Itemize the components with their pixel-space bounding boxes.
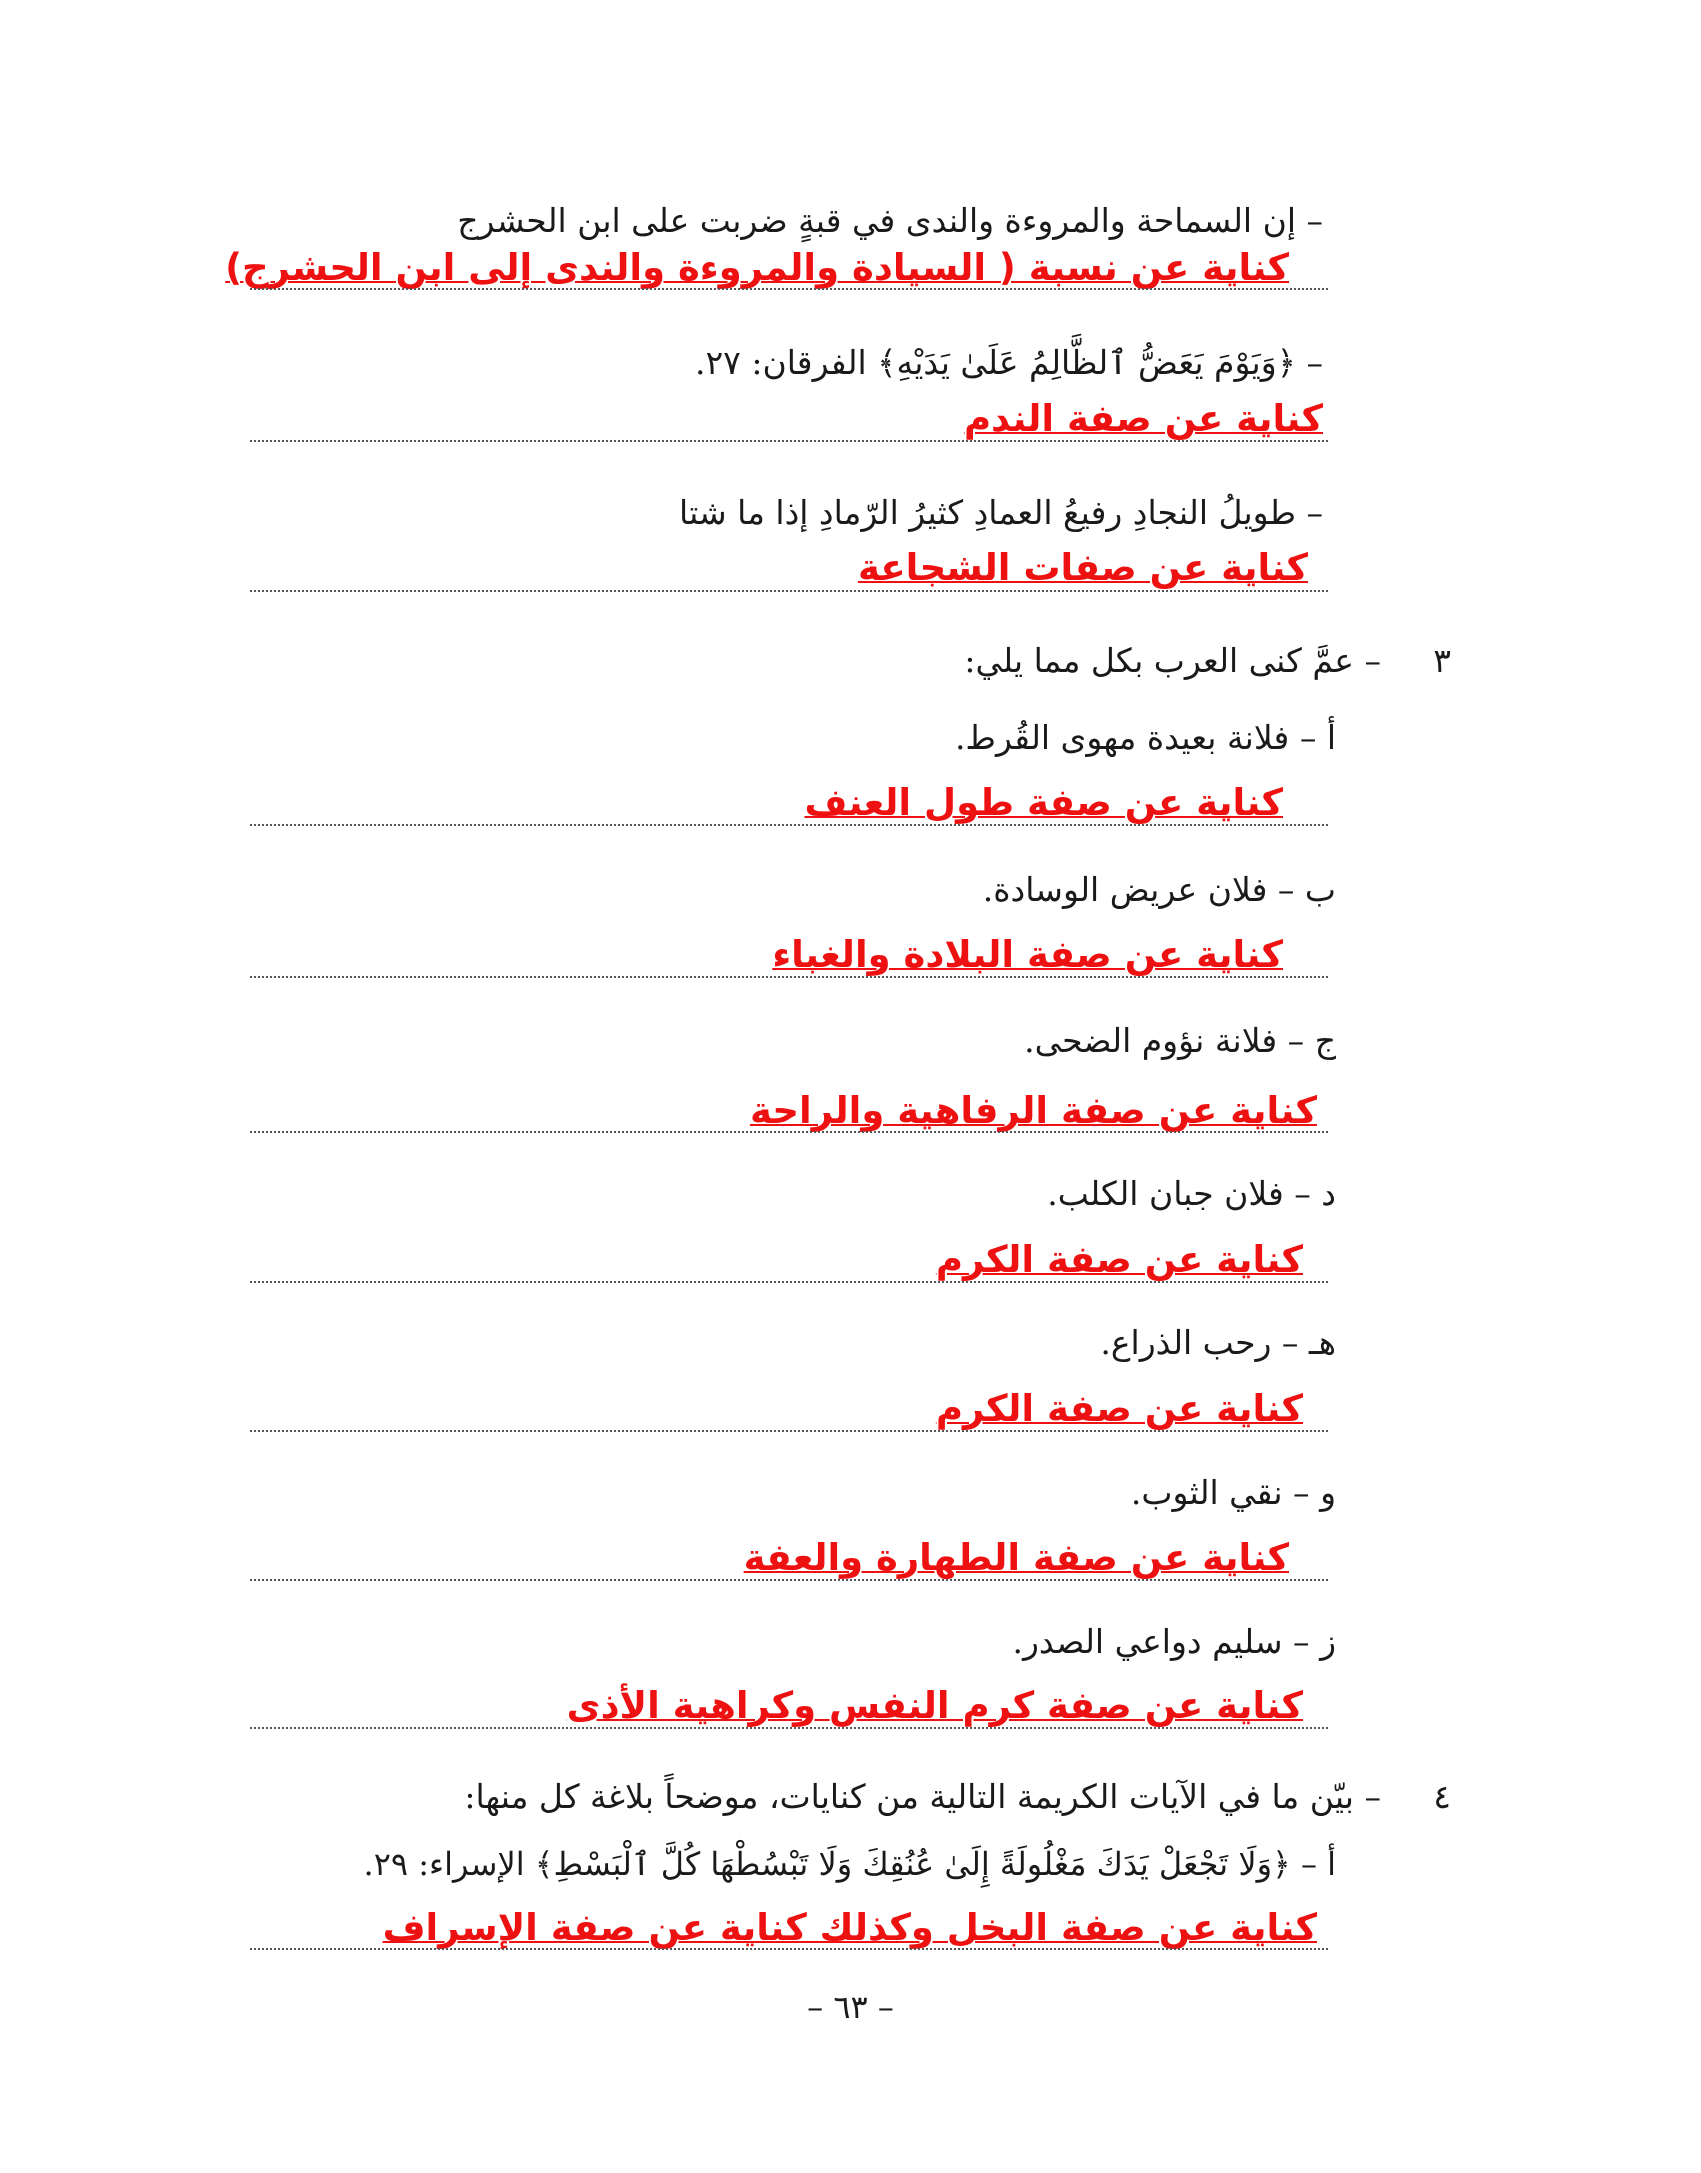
item-letter: هـ xyxy=(1308,1323,1336,1362)
answer-dotted-line xyxy=(250,1281,1328,1283)
question-dash: – xyxy=(1364,1777,1381,1816)
answer-dotted-line xyxy=(250,976,1328,978)
answer-item-a: كناية عن صفة طول العنف xyxy=(804,781,1283,824)
question-dash: – xyxy=(1364,641,1381,680)
line-text: ﴿وَيَوْمَ يَعَضُّ ٱلظَّالِمُ عَلَىٰ يَدَيْهِ﴾ الفرقان: ٢٧. xyxy=(694,343,1296,382)
answer-item-d: كناية عن صفة الكرم xyxy=(935,1238,1303,1281)
answer-item-g: كناية عن صفة كرم النفس وكراهية الأذى xyxy=(566,1684,1303,1727)
item-letter: ب xyxy=(1304,870,1336,909)
answer-dotted-line xyxy=(250,288,1328,290)
answer-3: كناية عن صفات الشجاعة xyxy=(857,546,1308,589)
answer-dotted-line xyxy=(250,440,1328,442)
answer-dotted-line xyxy=(250,1430,1328,1432)
item-e: هـ – رحب الذراع. xyxy=(1100,1323,1336,1362)
item-f: و – نقي الثوب. xyxy=(1130,1473,1336,1512)
item-text: سليم دواعي الصدر. xyxy=(1012,1622,1283,1661)
item-letter: و xyxy=(1320,1473,1336,1512)
question-4-title xyxy=(464,1774,1381,1820)
item-b: ب – فلان عريض الوسادة. xyxy=(982,870,1336,909)
question-3-title xyxy=(964,638,1381,684)
item-text: فلانة نؤوم الضحى. xyxy=(1024,1021,1278,1060)
item-letter: أ xyxy=(1327,1845,1336,1883)
line-text: طويلُ النجادِ رفيعُ العمادِ كثيرُ الرّمادِ إذا ما شتا xyxy=(679,493,1296,532)
question-title: عمَّ كنى العرب بكل مما يلي: xyxy=(964,641,1354,680)
item-letter: ز xyxy=(1320,1622,1336,1661)
line-dash: – xyxy=(1306,343,1323,382)
answer-2: كناية عن صفة الندم xyxy=(963,397,1323,440)
item-text: نقي الثوب. xyxy=(1130,1473,1283,1512)
item-text: فلانة بعيدة مهوى القُرط. xyxy=(954,718,1290,757)
line-text: إن السماحة والمروءة والندى في قبةٍ ضربت على ابن الحشرج xyxy=(457,201,1296,240)
item-c: ج – فلانة نؤوم الضحى. xyxy=(1024,1021,1336,1060)
question-number: ٤ xyxy=(1433,1777,1451,1816)
line-2 xyxy=(695,340,1323,386)
answer-item-f: كناية عن صفة الطهارة والعفة xyxy=(743,1536,1289,1579)
item-letter: د xyxy=(1321,1174,1336,1213)
item-letter: ج xyxy=(1314,1021,1336,1060)
answer-q4-item-a: كناية عن صفة البخل وكذلك كناية عن صفة الإسراف xyxy=(382,1906,1317,1949)
item-a: أ – فلانة بعيدة مهوى القُرط. xyxy=(954,718,1336,757)
line-dash: – xyxy=(1306,201,1323,240)
item-d: د – فلان جبان الكلب. xyxy=(1047,1174,1336,1213)
answer-item-b: كناية عن صفة البلادة والغباء xyxy=(772,933,1283,976)
answer-dotted-line xyxy=(250,590,1328,592)
item-letter: أ xyxy=(1326,718,1336,757)
answer-dotted-line xyxy=(250,1727,1328,1729)
line-1 xyxy=(457,198,1323,244)
item-text: فلان عريض الوسادة. xyxy=(982,870,1268,909)
item-text: رحب الذراع. xyxy=(1100,1323,1272,1362)
answer-dotted-line xyxy=(250,1131,1328,1133)
answer-item-c: كناية عن صفة الرفاهية والراحة xyxy=(749,1089,1317,1132)
question-number: ٣ xyxy=(1433,641,1451,680)
item-text: فلان جبان الكلب. xyxy=(1047,1174,1284,1213)
answer-dotted-line xyxy=(250,1579,1328,1581)
item-g: ز – سليم دواعي الصدر. xyxy=(1012,1622,1336,1661)
answer-1: كناية عن نسبة ( السيادة والمروءة والندى إلى ابن الحشرج) xyxy=(225,246,1289,289)
question-title: بيّن ما في الآيات الكريمة التالية من كنايات، موضحاً بلاغة كل منها: xyxy=(464,1777,1354,1816)
line-3 xyxy=(679,490,1323,536)
answer-dotted-line xyxy=(250,1948,1328,1950)
page-number: – ٦٣ – xyxy=(807,1988,894,2026)
line-dash: – xyxy=(1306,493,1323,532)
item-text: ﴿وَلَا تَجْعَلْ يَدَكَ مَغْلُولَةً إِلَىٰ عُنُقِكَ وَلَا تَبْسُطْهَا كُلَّ ٱلْبَسْطِ﴾ الإسراء: ٢٩. xyxy=(363,1845,1291,1883)
q4-item-a: أ – ﴿وَلَا تَجْعَلْ يَدَكَ مَغْلُولَةً إِلَىٰ عُنُقِكَ وَلَا تَبْسُطْهَا كُلَّ ٱلْبَسْطِ﴾ الإسراء: ٢٩. xyxy=(363,1845,1336,1883)
answer-dotted-line xyxy=(250,824,1328,826)
answer-item-e: كناية عن صفة الكرم xyxy=(935,1387,1303,1430)
